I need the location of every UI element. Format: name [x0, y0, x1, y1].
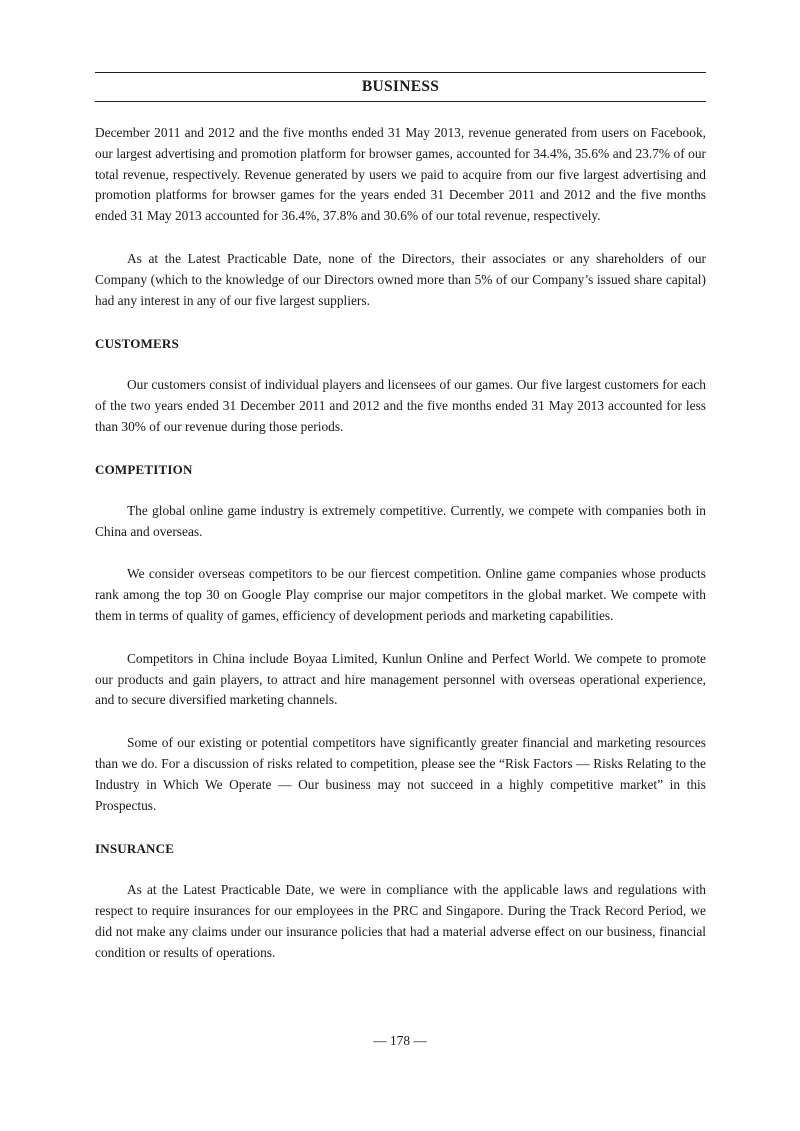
paragraph-china-competitors: Competitors in China include Boyaa Limited, Kunlun Online and Perfect World. We compete to promote our products and gain players, to attract and hire management personnel with overseas operational experience, and to secure diversified marketing channels.: [95, 650, 706, 708]
paragraph-competitive-risks: Some of our existing or potential competitors have significantly greater financial and marketing resources than we do. For a discussion of risks related to competition, please see the “Risk Factors — Risks Relating to the Industry in Which We Operate — Our business may not succeed in a highly competitive market” in this Prospectus.: [95, 735, 706, 813]
page-number: — 178 —: [373, 1033, 427, 1048]
paragraph-insurance: As at the Latest Practicable Date, we were in compliance with the applicable laws and regulations with respect to require insurances for our employees in the PRC and Singapore. During the Track Record Period, we did not make any claims under our insurance policies that had a material adverse effect on our business, financial condition or results of operations.: [95, 882, 706, 960]
section-heading-insurance: INSURANCE: [95, 841, 175, 857]
section-heading-competition: COMPETITION: [95, 461, 193, 477]
paragraph-customers: Our customers consist of individual players and licensees of our games. Our five largest customers for each of the two years ended 31 December 2011 and 2012 and the five months ended 31 May 2013 accounted for less than 30% of our revenue during those periods.: [95, 377, 706, 434]
page-header-title: BUSINESS: [361, 78, 440, 95]
paragraph-facebook-revenue: December 2011 and 2012 and the five months ended 31 May 2013, revenue generated from users on Facebook, our largest advertising and promotion platform for browser games, accounted for 34.4%, 35.6% and 23.7% of our total revenue, respectively. Revenue generated by users we paid to acquire from our five largest advertising and promotion platforms for browser games for the years ended 31 December 2011 and 2012 and the five months ended 31 May 2013 accounted for 36.4%, 37.8% and 30.6% of our total revenue, respectively.: [95, 125, 706, 224]
header-bottom-rule: [95, 101, 706, 102]
document-page: [95, 72, 706, 964]
paragraph-supplier-interest: As at the Latest Practicable Date, none of the Directors, their associates or any shareholders of our Company (which to the knowledge of our Directors owned more than 5% of our Company’s issued share capital) had any interest in any of our five largest suppliers.: [95, 250, 706, 308]
section-heading-customers: CUSTOMERS: [95, 336, 179, 352]
paragraph-overseas-competitors: We consider overseas competitors to be our fiercest competition. Online game companies whose products rank among the top 30 on Google Play comprise our major competitors in the global market. We compete with them in terms of quality of games, efficiency of development periods and marketing capabilities.: [95, 566, 706, 623]
paragraph-competition-intro: The global online game industry is extremely competitive. Currently, we compete with companies both in China and overseas.: [95, 502, 706, 539]
